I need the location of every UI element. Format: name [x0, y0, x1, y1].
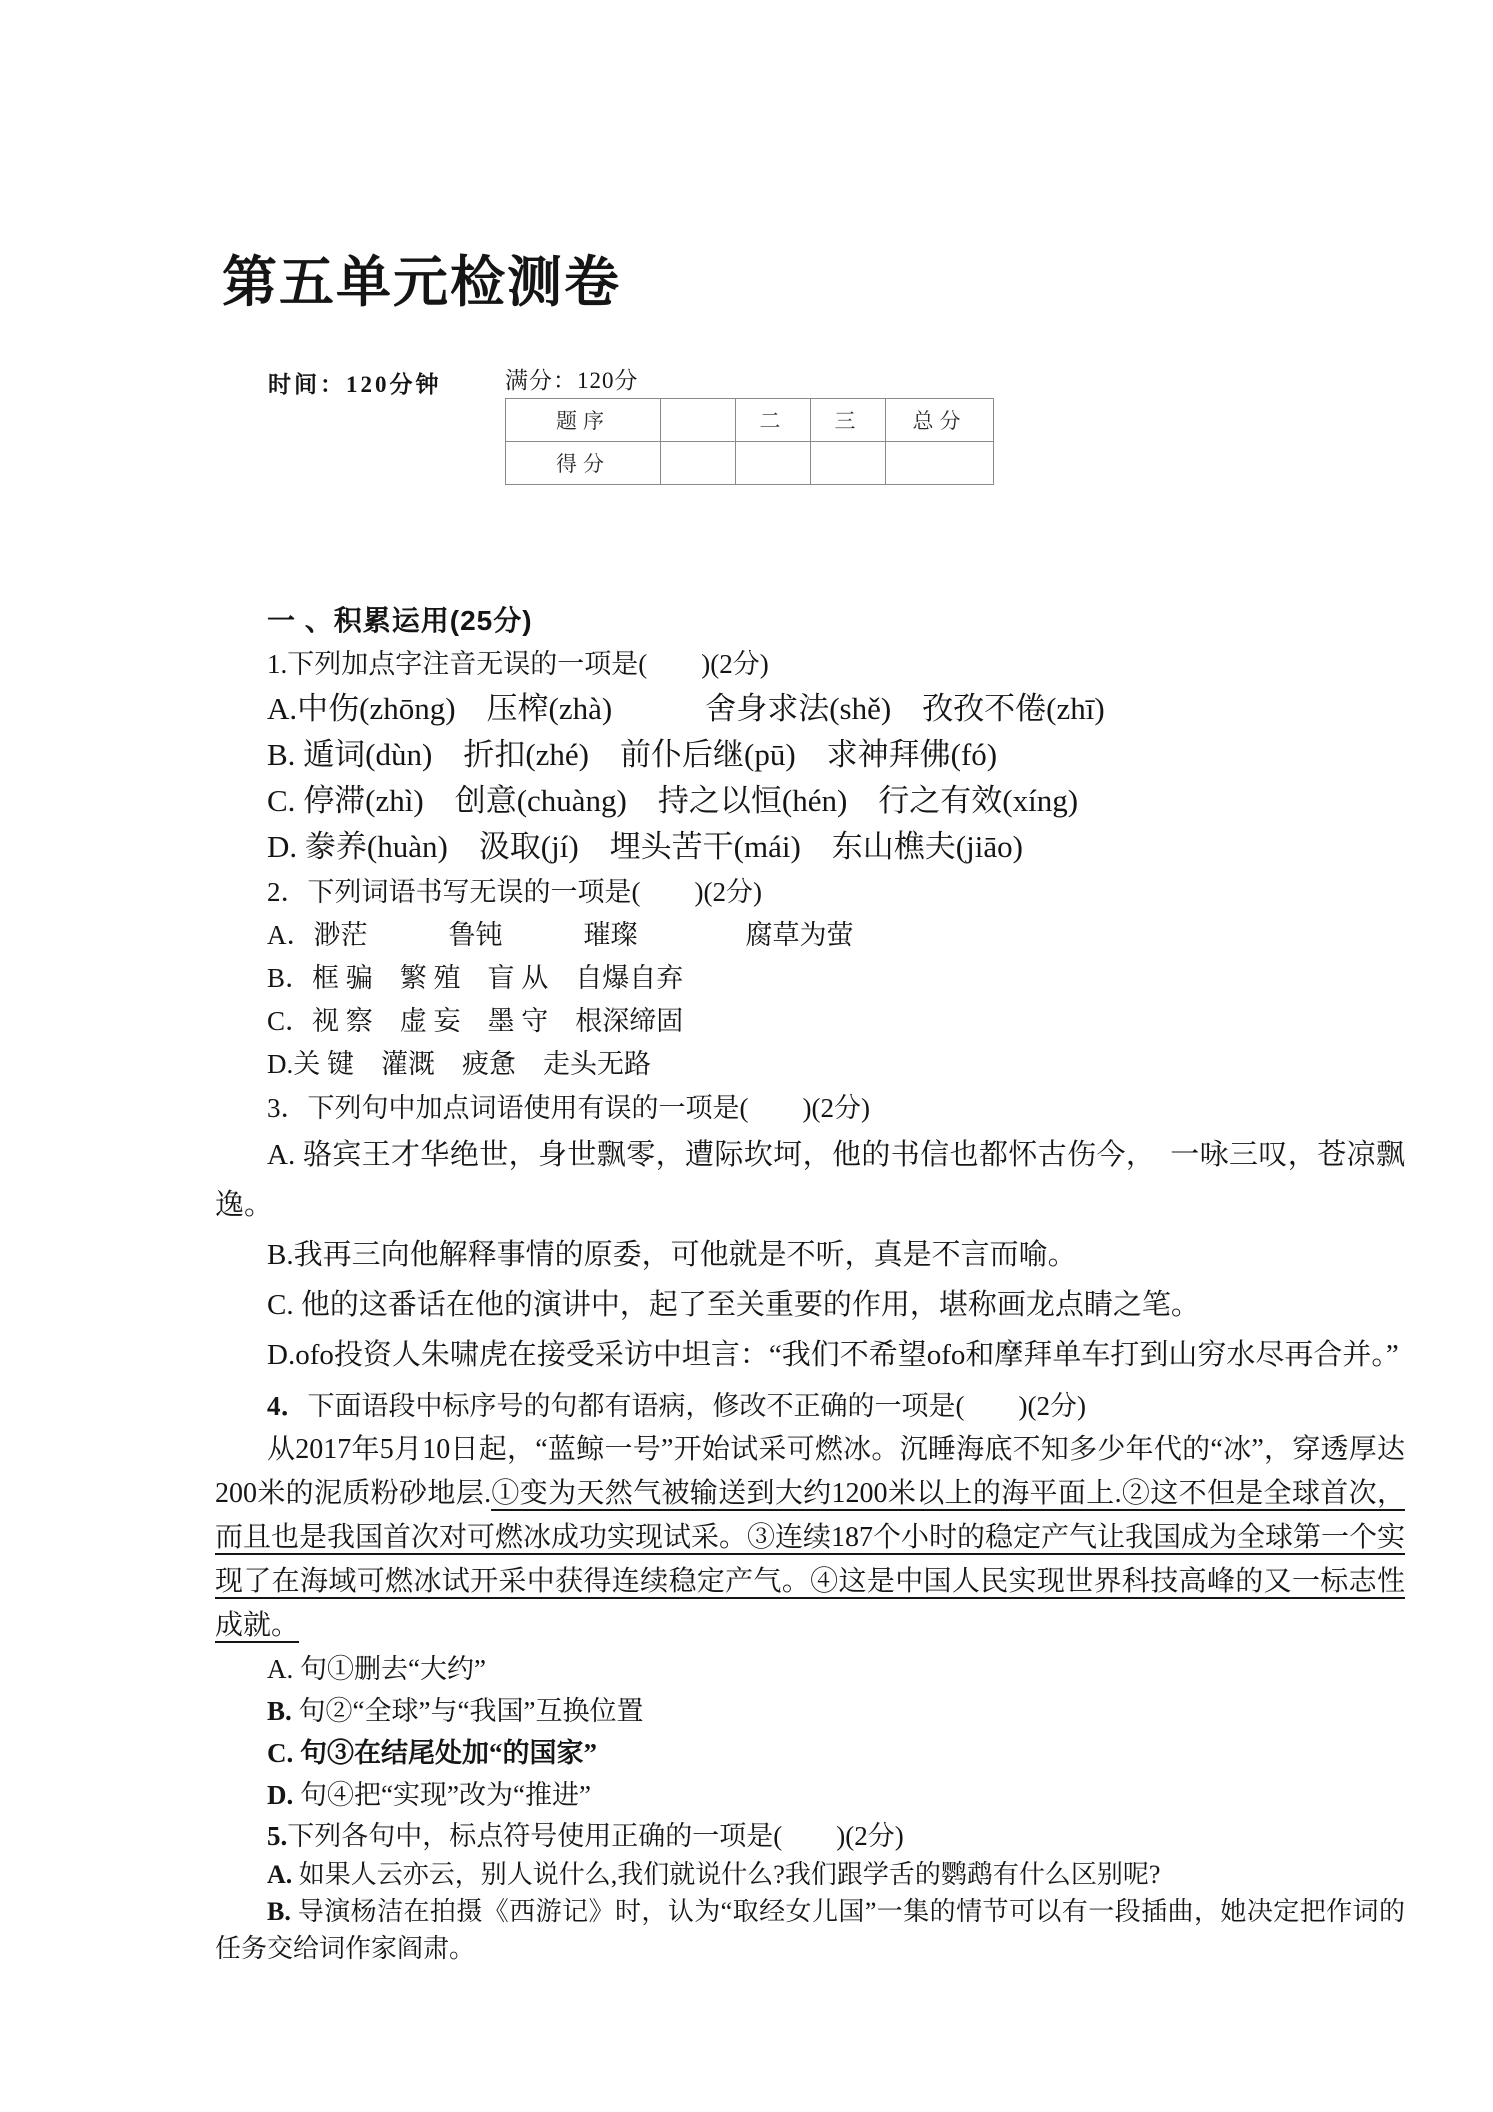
q5-stem-text: 下列各句中，标点符号使用正确的一项是( )(2分)	[287, 1821, 904, 1851]
option-text: 关 键 灌溉 疲惫 走头无路	[293, 1049, 651, 1079]
q1-option-a	[215, 686, 1405, 732]
q5-number: 5.	[267, 1821, 288, 1851]
section1-heading: 一 、积累运用(25分)	[267, 605, 533, 636]
option-label: D.	[267, 1049, 294, 1079]
q4-stem	[215, 1384, 1405, 1428]
option-label: B.	[267, 1897, 291, 1926]
q1-number: 1.	[267, 649, 288, 679]
q1-stem	[215, 642, 1405, 686]
option-label: A.	[267, 691, 298, 726]
q2-option-b	[215, 957, 1405, 1000]
score-table-cell-part2: 二	[736, 399, 811, 442]
q4-number: 4．	[267, 1391, 308, 1421]
option-text: 渺茫 鲁钝 璀璨 腐草为萤	[313, 920, 854, 950]
option-label: C.	[267, 783, 296, 818]
q2-option-a	[215, 914, 1405, 957]
option-text: 句③在结尾处加“的国家”	[293, 1738, 597, 1768]
q1-option-c	[215, 778, 1405, 824]
option-text: 如果人云亦云，别人说什么,我们就说什么?我们跟学舌的鹦鹉有什么区别呢?	[292, 1860, 1161, 1889]
score-table-cell-score-label: 得分	[506, 442, 661, 485]
q3-number: 3．	[267, 1093, 308, 1123]
option-text: 句④把“实现”改为“推进”	[293, 1780, 591, 1810]
q2-option-d	[215, 1043, 1405, 1086]
q5-stem	[215, 1816, 1405, 1856]
time-label: 时间：120分钟	[268, 372, 442, 397]
q2-number: 2．	[267, 877, 308, 907]
score-table	[505, 398, 994, 485]
paper-body	[215, 600, 1405, 1967]
page-title: 第五单元检测卷	[222, 252, 622, 313]
q4-option-b	[215, 1690, 1405, 1732]
q2-stem-text: 下列词语书写无误的一项是( )(2分)	[307, 877, 762, 907]
q3-stem	[215, 1086, 1405, 1130]
q4-option-d	[215, 1774, 1405, 1816]
q4-passage-intro: 从2017年5月10日起，“蓝鲸一号”开始试采可燃冰。沉睡海底不知多少年代的“冰”，穿透厚达200米的泥质粉砂地层.	[215, 1434, 1405, 1509]
option-text: 句②“全球”与“我国”互换位置	[291, 1696, 644, 1726]
q2-stem	[215, 870, 1405, 914]
score-table-cell-score-2	[736, 442, 811, 485]
score-table-cell-score-3	[811, 442, 886, 485]
option-text: 他的这番话在他的演讲中，起了至关重要的作用，堪称画龙点睛之笔。	[293, 1289, 1200, 1321]
option-text: 骆宾王才华绝世，身世飘零，遭际坎坷，他的书信也都怀古伤今， 一咏三叹，苍凉飘逸。	[215, 1139, 1405, 1221]
q4-passage	[215, 1428, 1405, 1648]
full-score-label: 满分：120分	[505, 368, 639, 393]
score-table-cell-part1	[661, 399, 736, 442]
option-label: C.	[267, 1289, 294, 1321]
option-label: A.	[267, 1139, 296, 1171]
option-text: 停滞(zhì) 创意(chuàng) 持之以恒(hén) 行之有效(xíng)	[295, 783, 1079, 818]
q4-option-c	[215, 1732, 1405, 1774]
q3-option-d	[215, 1330, 1405, 1380]
score-table-score-row	[506, 442, 994, 485]
q2-option-c	[215, 1000, 1405, 1043]
q1-option-d	[215, 824, 1405, 870]
option-text: 我再三向他解释事情的原委，可他就是不听，真是不言而喻。	[293, 1239, 1077, 1271]
q3-stem-text: 下列句中加点词语使用有误的一项是( )(2分)	[307, 1093, 870, 1123]
score-table-cell-score-1	[661, 442, 736, 485]
option-label: B.	[267, 737, 296, 772]
option-label: A.	[267, 1654, 294, 1684]
q4-option-a	[215, 1648, 1405, 1690]
option-text: 豢养(huàn) 汲取(jí) 埋头苦干(mái) 东山樵夫(jiāo)	[297, 829, 1023, 864]
q5-option-a	[215, 1856, 1405, 1893]
q3-option-c	[215, 1280, 1405, 1330]
option-text: ofo投资人朱啸虎在接受采访中坦言：“我们不希望ofo和摩拜单车打到山穷水尽再合并。”	[295, 1339, 1399, 1371]
option-label: B．	[267, 963, 313, 993]
option-text: 框 骗 繁 殖 盲 从 自爆自弃	[312, 963, 684, 993]
score-table-cell-part3: 三	[811, 399, 886, 442]
option-text: 遁词(dùn) 折扣(zhé) 前仆后继(pū) 求神拜佛(fó)	[295, 737, 998, 772]
q4-stem-text: 下面语段中标序号的句都有语病，修改不正确的一项是( )(2分)	[307, 1391, 1086, 1421]
option-label: D.	[267, 1339, 296, 1371]
q3-option-b	[215, 1230, 1405, 1280]
option-label: A.	[267, 1860, 293, 1889]
option-label: A．	[267, 920, 314, 950]
option-label: C．	[267, 1006, 313, 1036]
q4-passage-underlined-text: ①变为天然气被输送到大约1200米以上的海平面上.②这不但是全球首次，而且也是我国首次对可燃冰成功实现试采。③连续187个小时的稳定产气让我国成为全球第一个实现了在海域可燃冰试开采中获得连续稳定产气。④这是中国人民实现世界科技高峰的又一标志性成就。	[215, 1478, 1406, 1641]
option-text: 视 察 虚 妄 墨 守 根深缔固	[312, 1006, 684, 1036]
option-label: C.	[267, 1738, 294, 1768]
option-label: D.	[267, 1780, 294, 1810]
option-text: 句①删去“大约”	[293, 1654, 486, 1684]
q3-option-a	[215, 1130, 1405, 1230]
option-text: 导演杨洁在拍摄《西游记》时，认为“取经女儿国”一集的情节可以有一段插曲，她决定把作词的任务交给词作家阎肃。	[215, 1897, 1405, 1963]
q1-stem-text: 下列加点字注音无误的一项是( )(2分)	[287, 649, 769, 679]
q1-option-b	[215, 732, 1405, 778]
score-table-cell-total: 总分	[886, 399, 994, 442]
option-label: B.	[267, 1696, 292, 1726]
option-label: D.	[267, 829, 298, 864]
score-table-header-row	[506, 399, 994, 442]
option-label: B.	[267, 1239, 294, 1271]
q5-option-b	[215, 1893, 1405, 1967]
score-table-cell-title-order: 题序	[506, 399, 661, 442]
option-text: 中伤(zhōng) 压榨(zhà) 舍身求法(shě) 孜孜不倦(zhī)	[297, 691, 1105, 726]
score-table-cell-score-total	[886, 442, 994, 485]
